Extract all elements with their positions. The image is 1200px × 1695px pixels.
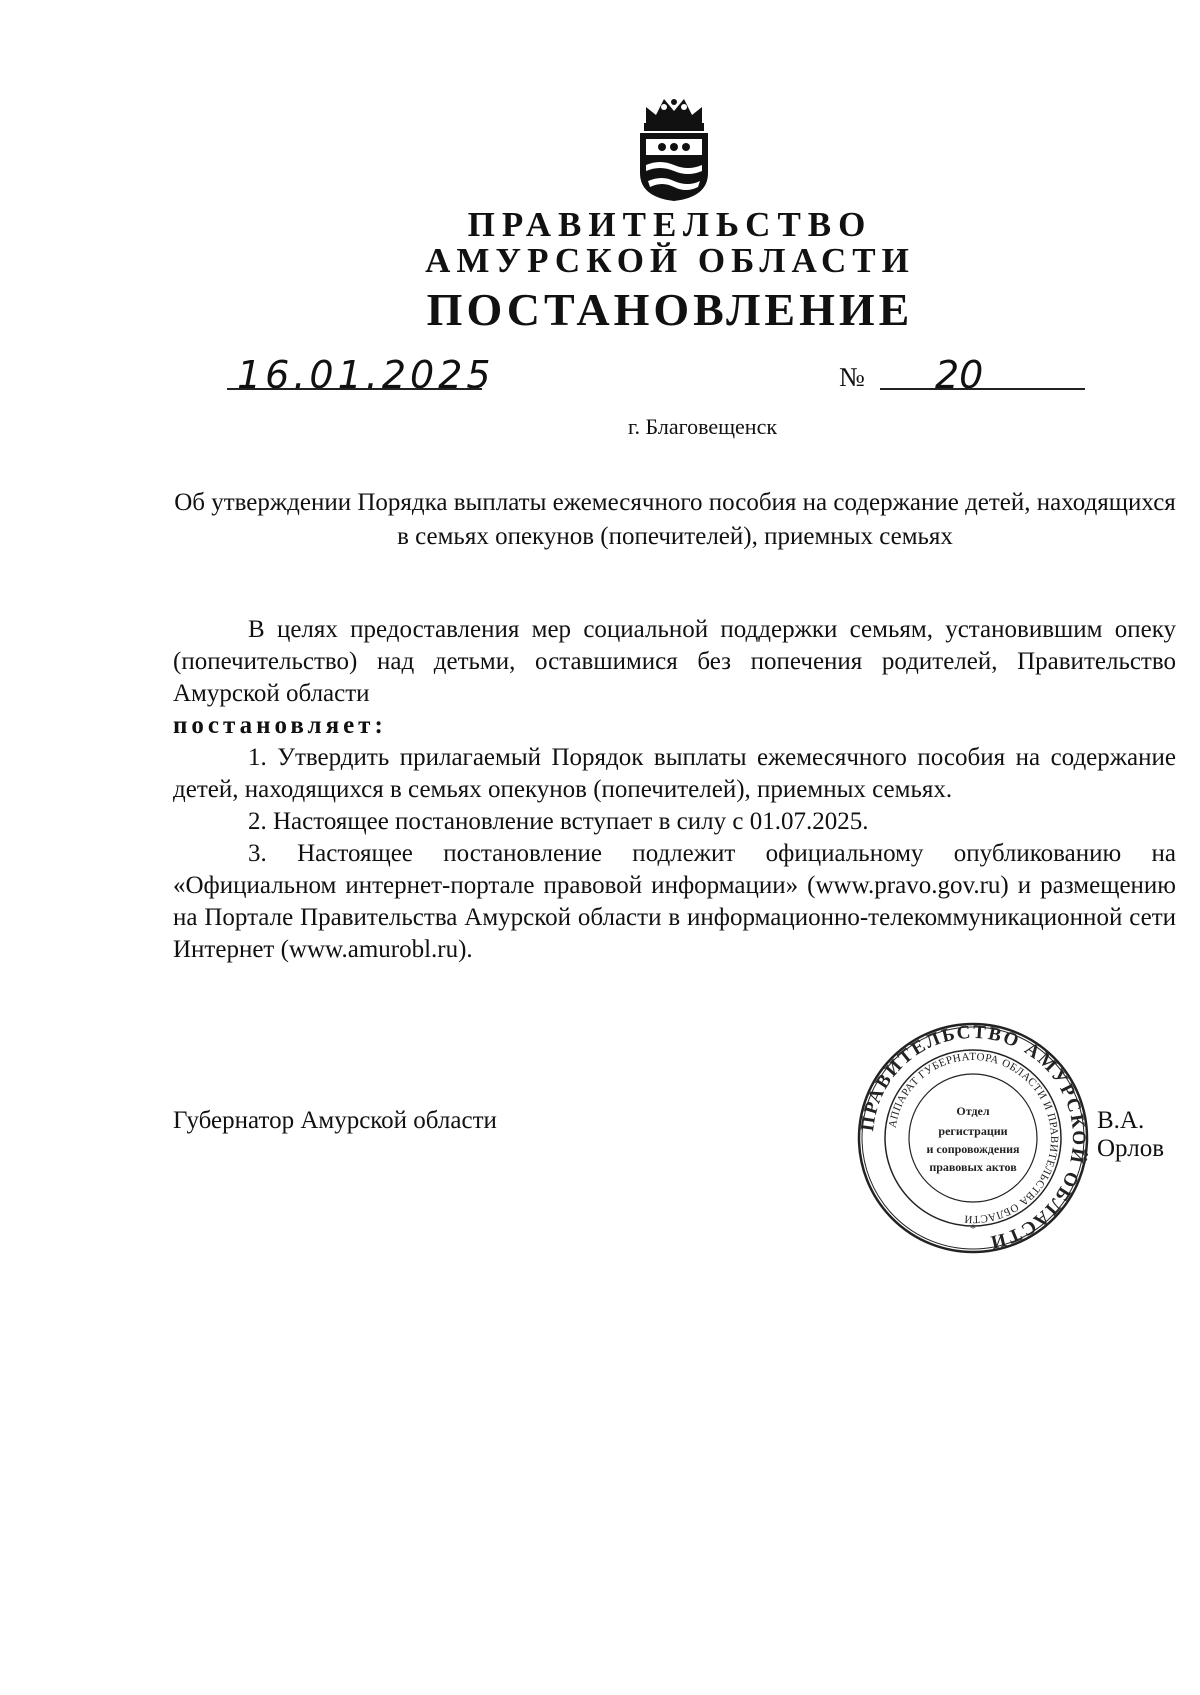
clause-1: 1. Утвердить прилагаемый Порядок выплаты ежемесячного пособия на содержание детей, находящихся в семьях опекунов (попечителей), приемных семьях.	[173, 744, 1176, 803]
svg-text:и сопровождения: и сопровождения	[926, 1142, 1020, 1156]
org-name-line2: АМУРСКОЙ ОБЛАСТИ	[425, 241, 915, 280]
document-number: 20	[935, 353, 984, 397]
svg-text:правовых актов: правовых актов	[929, 1160, 1017, 1174]
clause-2: 2. Настоящее постановление вступает в силу с 01.07.2025.	[248, 808, 869, 835]
document-title: Об утверждении Порядка выплаты ежемесячного пособия на содержание детей, находящихся в семьях опекунов (попечителей), приемных семьях	[174, 489, 1176, 550]
svg-text:*: *	[970, 1221, 976, 1235]
number-underline	[880, 388, 1085, 390]
document-body	[173, 614, 1176, 966]
signatory-name: В.А. Орлов	[1097, 1107, 1165, 1162]
svg-text:АППАРАТ ГУБЕРНАТОРА ОБЛАСТИ И: АППАРАТ ГУБЕРНАТОРА ОБЛАСТИ И ПРАВИТЕЛЬСТВА ОБЛАСТИ	[886, 1050, 1061, 1226]
clause-3: 3. Настоящее постановление подлежит официальному опубликованию на «Официальном интернет-портале правовой информации» (www.pravo.gov.ru) и размещению на Портале Правительства Амурской области в информационно-телекоммуникационной сети Интернет (www.amurobl.ru).	[173, 840, 1176, 963]
svg-text:ПРАВИТЕЛЬСТВО АМУРСКОЙ ОБЛАСТИ: ПРАВИТЕЛЬСТВО АМУРСКОЙ ОБЛАСТИ	[857, 1021, 1090, 1253]
signatory-title: Губернатор Амурской области	[173, 1107, 497, 1134]
svg-text:Отдел: Отдел	[956, 1104, 990, 1118]
document-date: 16.01.2025	[237, 353, 495, 397]
date-underline	[227, 388, 482, 390]
city-name: г. Благовещенск	[627, 414, 778, 439]
document-type-heading: ПОСТАНОВЛЕНИЕ	[426, 284, 914, 335]
org-name-line1: ПРАВИТЕЛЬСТВО	[467, 205, 873, 244]
resolves-word: постановляет:	[173, 712, 387, 739]
svg-text:регистрации: регистрации	[938, 1124, 1008, 1138]
number-sign: №	[839, 362, 865, 392]
official-stamp	[855, 1020, 1091, 1256]
coat-of-arms-emblem	[632, 93, 716, 203]
preamble-paragraph: В целях предоставления мер социальной поддержки семьям, установившим опеку (попечительство) над детьми, оставшимися без попечения родителей, Правительство Амурской области	[173, 616, 1176, 707]
